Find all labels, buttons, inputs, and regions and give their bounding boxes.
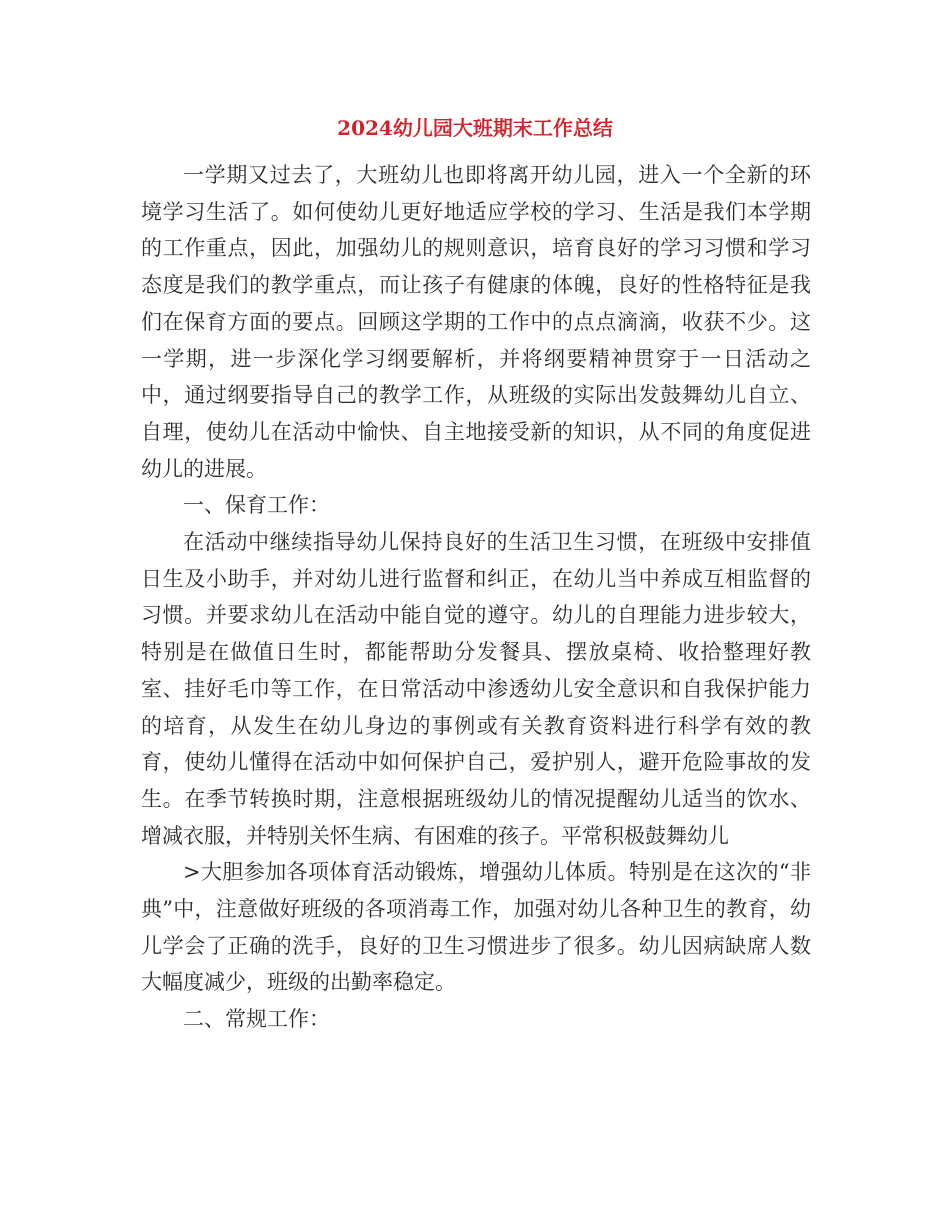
section-heading-routine: 二、常规工作： — [183, 1007, 330, 1032]
section-heading-care: 一、保育工作： — [183, 493, 330, 518]
paragraph-intro: 一学期又过去了，大班幼儿也即将离开幼儿园，进入一个全新的环境学习生活了。如何使幼儿更好地适应学校的学习、生活是我们本学期的工作重点，因此，加强幼儿的规则意识，培育良好的学习习惯和学习态度是我们的教学重点，而让孩子有健康的体魄，良好的性格特征是我们在保育方面的要点。回顾这学期的工作中的点点滴滴，收获不少。这一学期，进一步深化学习纲要解析，并将纲要精神贯穿于一日活动之中，通过纲要指导自己的教学工作，从班级的实际出发鼓舞幼儿自立、自理，使幼儿在活动中愉快、自主地接受新的知识，从不同的角度促进幼儿的进展。 — [141, 163, 811, 481]
paragraph-health: >大胆参加各项体育活动锻炼，增强幼儿体质。特别是在这次的“非典”中，注意做好班级的各项消毒工作，加强对幼儿各种卫生的教育，幼儿学会了正确的洗手，良好的卫生习惯进步了很多。幼儿因病缺席人数大幅度减少，班级的出勤率稳定。 — [141, 860, 811, 995]
paragraph-care: 在活动中继续指导幼儿保持良好的生活卫生习惯，在班级中安排值日生及小助手，并对幼儿进行监督和纠正，在幼儿当中养成互相监督的习惯。并要求幼儿在活动中能自觉的遵守。幼儿的自理能力进步较大，特别是在做值日生时，都能帮助分发餐具、摆放桌椅、收拾整理好教室、挂好毛巾等工作，在日常活动中渗透幼儿安全意识和自我保护能力的培育，从发生在幼儿身边的事例或有关教育资料进行科学有效的教育，使幼儿懂得在活动中如何保护自己，爱护别人，避开危险事故的发生。在季节转换时期，注意根据班级幼儿的情况提醒幼儿适当的饮水、增减衣服，并特别关怀生病、有困难的孩子。平常积极鼓舞幼儿 — [141, 530, 811, 848]
document-title: 2024幼儿园大班期末工作总结 — [337, 116, 613, 140]
document-body — [141, 157, 811, 1038]
